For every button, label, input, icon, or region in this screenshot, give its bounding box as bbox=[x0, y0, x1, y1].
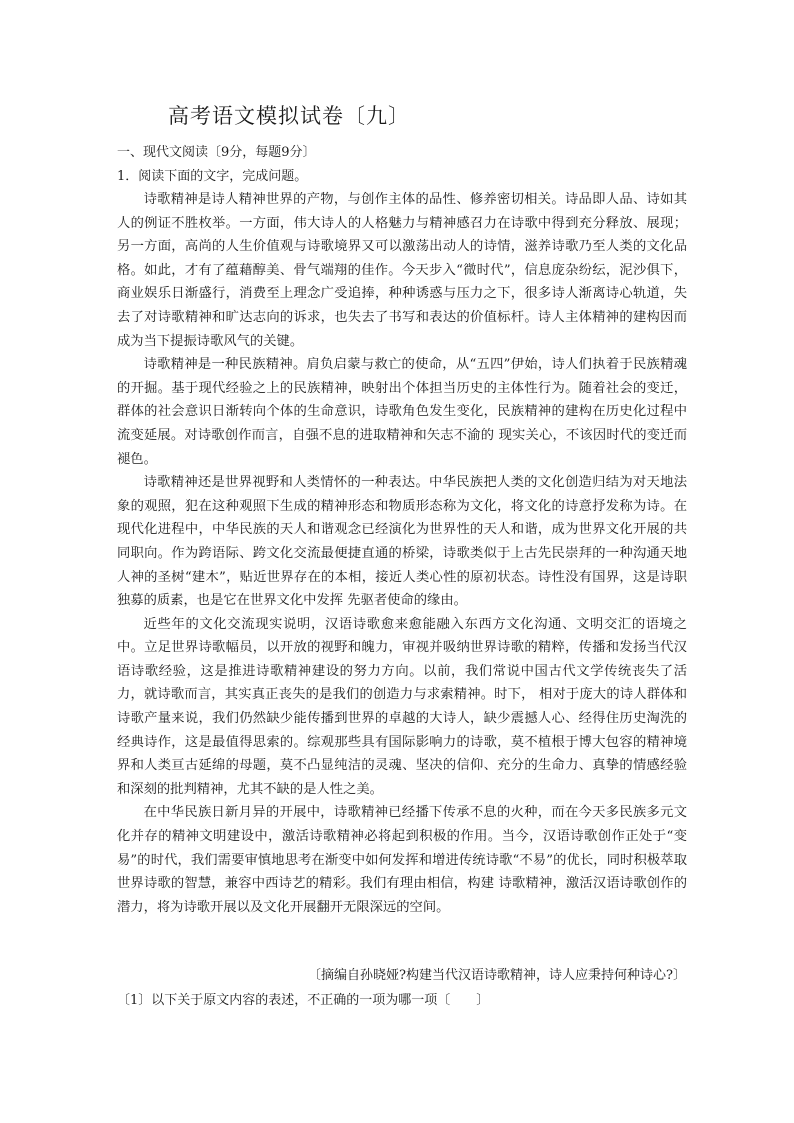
passage-paragraph-4: 近些年的文化交流现实说明，汉语诗歌愈来愈能融入东西方文化沟通、文明交汇的语境之中。立足世界诗歌幅员，以开放的视野和魄力，审视并吸纳世界诗歌的精粹，传播和发扬当代汉语诗歌经验，这是推进诗歌精神建设的努力方向。以前，我们常说中国古代文学传统丧失了活力，就诗歌而言，其实真正丧失的是我们的创造力与求索精神。时下， 相对于庞大的诗人群体和诗歌产量来说，我们仍然缺少能传播到世界的卓越的大诗人，缺少震撼人心、经得住历史淘洗的经典诗作，这是最值得思索的。综观那些具有国际影响力的诗歌，莫不植根于博大包容的精神境界和人类亘古延绵的母题，莫不凸显纯洁的灵魂、坚决的信仰、充分的生命力、真挚的情感经验和深刻的批判精神，尤其不缺的是人性之美。 bbox=[117, 616, 687, 797]
passage-source: 〔摘编自孙晓娅?构建当代汉语诗歌精神，诗人应秉持何种诗心?〕 bbox=[308, 968, 686, 983]
passage-paragraph-2: 诗歌精神是一种民族精神。肩负启蒙与救亡的使命，从“五四”伊始，诗人们执着于民族精魂的开掘。基于现代经验之上的民族精神，映射出个体担当历史的主体性行为。随着社会的变迁，群体的社会意识日渐转向个体的生命意识，诗歌角色发生变化，民族精神的建构在历史化过程中流变延展。对诗歌创作而言，自强不息的进取精神和矢志不渝的 现实关心，不该因时代的变迁而褪色。 bbox=[117, 357, 687, 467]
passage-paragraph-3: 诗歌精神还是世界视野和人类情怀的一种表达。中华民族把人类的文化创造归结为对天地法象的观照，犯在这种观照下生成的精神形态和物质形态称为文化，将文化的诗意抒发称为诗。在现代化进程中，中华民族的天人和谐观念已经演化为世界性的天人和谐，成为世界文化开展的共同职向。作为跨语际、跨文化交流最便捷直通的桥梁，诗歌类似于上古先民崇拜的一种沟通天地人神的圣树“建木”，贴近世界存在的本相，接近人类心性的原初状态。诗性没有国界，这是诗职独募的质素，也是它在世界文化中发挥 先驱者使命的缘由。 bbox=[117, 475, 687, 609]
question-intro: 1．阅读下面的文字，完成问题。 bbox=[117, 169, 308, 184]
exam-title: 高考语文模拟试卷〔九〕 bbox=[168, 104, 410, 128]
reading-passage bbox=[117, 188, 687, 919]
passage-paragraph-1: 诗歌精神是诗人精神世界的产物，与创作主体的品性、修养密切相关。诗品即人品、诗如其人的例证不胜枚举。一方面，伟大诗人的人格魅力与精神感召力在诗歌中得到充分释放、展现；另一方面，高尚的人生价值观与诗歌境界又可以激荡出动人的诗情，滋养诗歌乃至人类的文化品格。如此，才有了蕴藉醇美、骨气端翔的佳作。今天步入“微时代”，信息庞杂纷纭，泥沙俱下，商业娱乐日渐盛行，消费至上理念广受追捧，种种诱惑与压力之下，很多诗人渐离诗心轨道，失去了对诗歌精神和旷达志向的诉求，也失去了书写和表达的价值标杆。诗人主体精神的建构因而成为当下提振诗歌风气的关键。 bbox=[117, 192, 687, 349]
section-heading: 一、现代文阅读〔9分，每题9分〕 bbox=[117, 145, 316, 160]
passage-paragraph-5: 在中华民族日新月异的开展中，诗歌精神已经播下传承不息的火种，而在今天多民族多元文化并存的精神文明建设中，激活诗歌精神必将起到积极的作用。当今，汉语诗歌创作正处于“变易”的时代，我们需要审慎地思考在渐变中如何发挥和增进传统诗歌“不易”的优长，同时积极萃取世界诗歌的智慧，兼容中西诗艺的精彩。我们有理由相信，构建 诗歌精神，激活汉语诗歌创作的潜力，将为诗歌开展以及文化开展翻开无限深远的空间。 bbox=[117, 805, 687, 915]
sub-question-1: 〔1〕以下关于原文内容的表述，不正确的一项为哪一项〔 〕 bbox=[117, 993, 490, 1008]
